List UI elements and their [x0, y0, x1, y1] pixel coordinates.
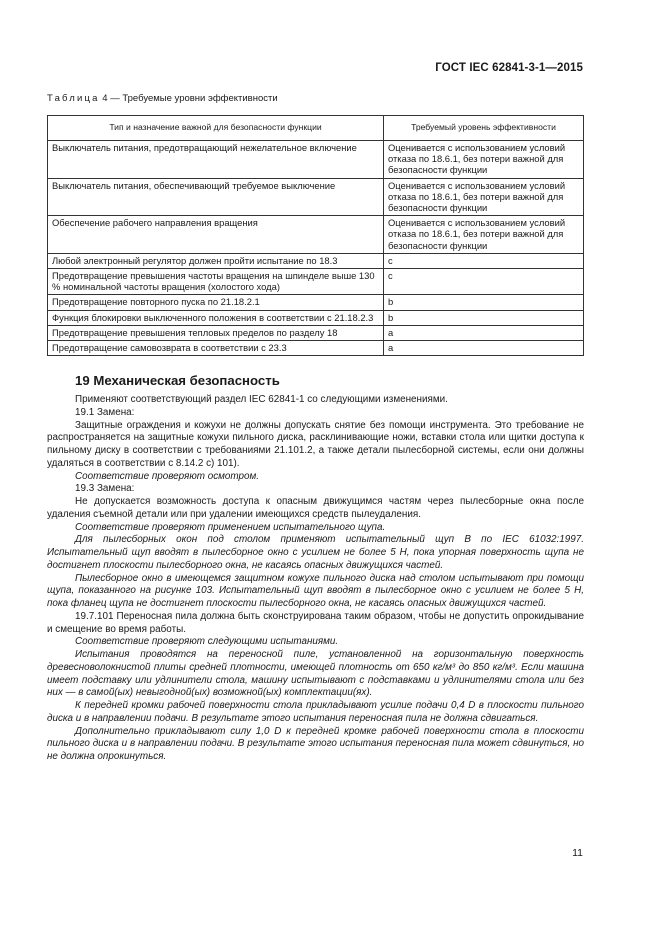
table-cell: Предотвращение самовозврата в соответствии с 23.3 [48, 341, 384, 356]
table-header-row [48, 116, 584, 141]
paragraph: Соответствие проверяют следующими испытаниями. [75, 636, 339, 648]
table-row [48, 269, 584, 295]
table-caption [47, 93, 278, 104]
table-cell: Выключатель питания, обеспечивающий требуемое выключение [48, 178, 384, 216]
table-row [48, 178, 584, 216]
table-header-cell: Требуемый уровень эффективности [384, 116, 584, 141]
table-row [48, 141, 584, 179]
table-cell: Функция блокировки выключенного положения в соответствии с 21.18.2.3 [48, 310, 384, 325]
table-cell: Предотвращение повторного пуска по 21.18.2.1 [48, 295, 384, 310]
table-header-cell: Тип и назначение важной для безопасности функции [48, 116, 384, 141]
table-row [48, 253, 584, 268]
paragraph: 19.3 Замена: [75, 483, 135, 495]
table-cell: b [384, 310, 584, 325]
table-cell: a [384, 325, 584, 340]
table-cell: Оценивается с использованием условий отказа по 18.6.1, без потери важной для безопасности функции [384, 216, 584, 254]
paragraph: Испытания проводятся на переносной пиле, установленной на горизонтальную поверхность древесноволокнистой плиты средней плотности, имеющей плотность от 650 кг/м³ до 850 кг/м³. Если машина имеет подставку или удлинители стола, машину испытывают с подставками и удлинителями стола или без них — в самой(ых) невыгодной(ых) возможной(ых) комплектации(ях). [47, 649, 584, 699]
requirements-table [47, 115, 584, 356]
table-cell: Обеспечение рабочего направления вращения [48, 216, 384, 254]
table-cell: b [384, 295, 584, 310]
table-cell: Предотвращение превышения тепловых пределов по разделу 18 [48, 325, 384, 340]
table-row [48, 216, 584, 254]
paragraph: Соответствие проверяют применением испытательного щупа. [75, 521, 386, 533]
paragraph: 19.1 Замена: [75, 406, 135, 418]
section-title: 19 Механическая безопасность [75, 373, 280, 388]
paragraph: 19.7.101 Переносная пила должна быть сконструирована таким образом, чтобы не допустить опрокидывание и смещение во время работы. [47, 610, 584, 635]
table-row [48, 341, 584, 356]
paragraph: Дополнительно прикладывают силу 1,0 D к передней кромке рабочей поверхности стола в плоскости пильного диска и в направлении подачи. В результате этого испытания переносная пила может сдвинуться, но не должна опрокинуться. [47, 725, 584, 762]
table-cell: Любой электронный регулятор должен пройти испытание по 18.3 [48, 253, 384, 268]
table-cell: Выключатель питания, предотвращающий нежелательное включение [48, 141, 384, 179]
table-cell: c [384, 253, 584, 268]
section-19 [47, 373, 584, 764]
paragraph: Применяют соответствующий раздел IEC 62841-1 со следующими изменениями. [75, 394, 448, 405]
page-number: 11 [572, 847, 583, 859]
paragraph: Защитные ограждения и кожухи не должны допускать снятие без помощи инструмента. Это требование не распространяется на защитные кожухи пильного диска, расклинивающие ножи, вставки стола или щитки доступа к пильному диску в соответствии с требованиями 21.101.2, а также детали пылесборной системы, если они должны удаляться в соответствии с 8.14.2 с) 101). [47, 419, 584, 469]
paragraph: Для пылесборных окон под столом применяют испытательный щуп B по IEC 61032:1997. Испытательный щуп вводят в пылесборное окно с усилием не более 5 Н, пока упорная поверхность щупа не достигнет плоскости пылесборного окна, не касаясь опасных движущихся частей. [47, 534, 584, 571]
paragraph: Соответствие проверяют осмотром. [75, 470, 260, 482]
document-header: ГОСТ IEC 62841-3-1—2015 [435, 62, 583, 74]
table-cell: c [384, 269, 584, 295]
paragraph: К передней кромки рабочей поверхности стола прикладывают усилие подачи 0,4 D в плоскости пильного диска и в направлении подачи. В результате этого испытания переносная пила не должна сдвигаться. [47, 700, 584, 724]
table-caption-title: — Требуемые уровни эффективности [110, 93, 278, 104]
section-body [47, 394, 584, 764]
table-cell: a [384, 341, 584, 356]
table-row [48, 295, 584, 310]
paragraph: Пылесборное окно в имеющемся защитном кожухе пильного диска над столом испытывают при помощи щупа, показанного на рисунке 103. Испытательный щуп вводят в пылесборное окно с усилием не более 5 Н, пока фланец щупа не достигнет плоскости пылесборного окна, не касаясь опасных движущихся частей. [47, 572, 584, 609]
table-cell: Оценивается с использованием условий отказа по 18.6.1, без потери важной для безопасности функции [384, 141, 584, 179]
table-caption-number: 4 [102, 93, 108, 104]
table-row [48, 325, 584, 340]
table-caption-label: Таблица [47, 93, 100, 104]
paragraph: Не допускается возможность доступа к опасным движущимся частям через пылесборные окна после удаления съемной детали или при удалении имеющихся средств пылеудаления. [47, 496, 584, 520]
table-cell: Предотвращение превышения частоты вращения на шпинделе выше 130 % номинальной частоты вращения (холостого хода) [48, 269, 384, 295]
table-row [48, 310, 584, 325]
table-cell: Оценивается с использованием условий отказа по 18.6.1, без потери важной для безопасности функции [384, 178, 584, 216]
